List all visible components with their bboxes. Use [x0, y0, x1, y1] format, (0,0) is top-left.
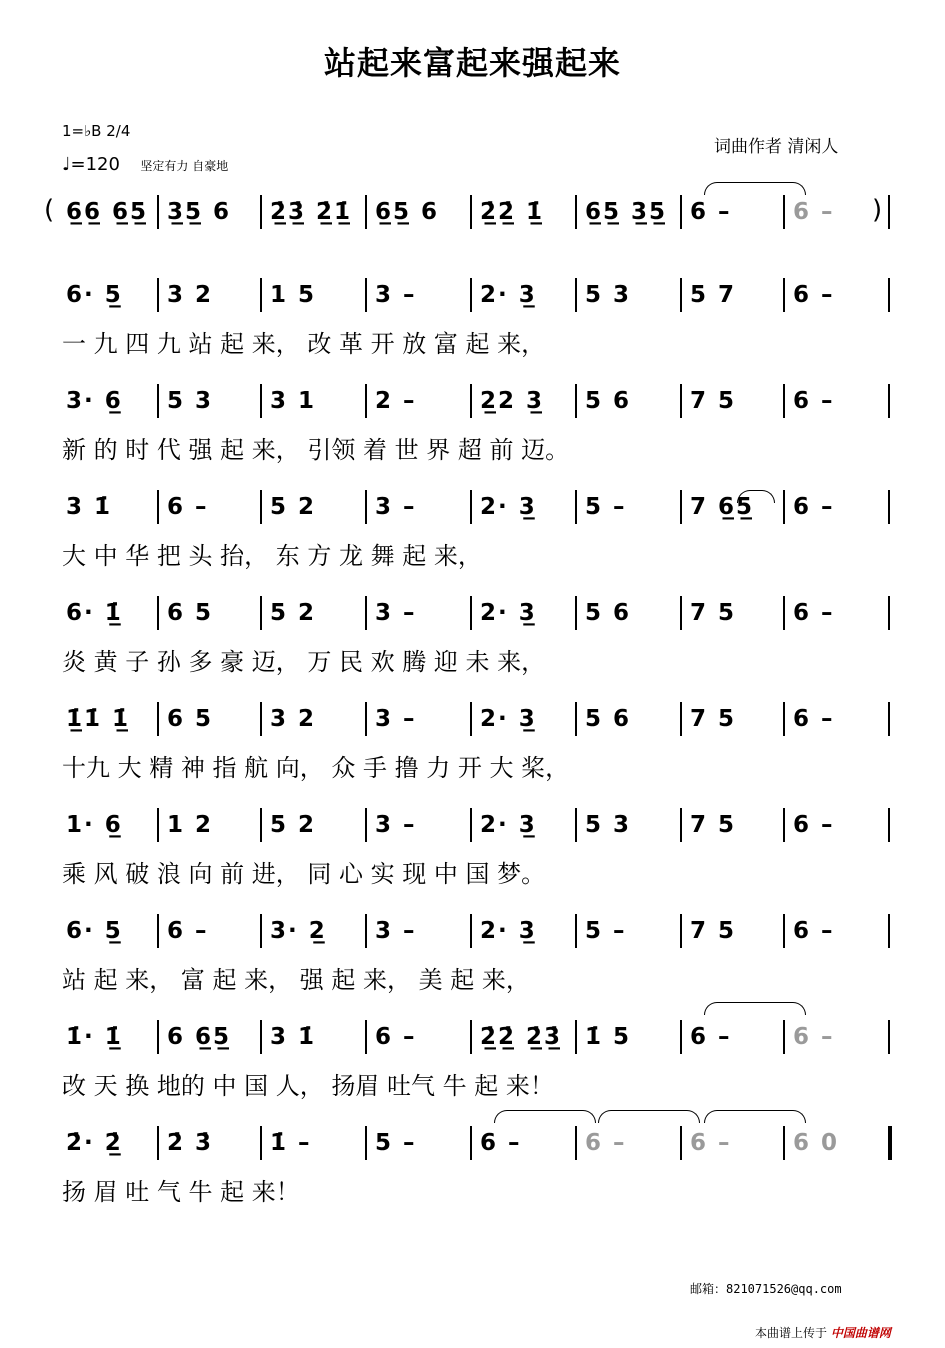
measure: 6̲5̲ 3̲5̲ [585, 199, 668, 225]
tempo-marking [62, 154, 228, 175]
bar-line [365, 490, 367, 524]
notation-line [0, 702, 945, 738]
measure: 3 2 [270, 706, 317, 732]
measure: 3 – [375, 706, 417, 732]
bar-line [470, 490, 472, 524]
score-row-8 [0, 1020, 945, 1100]
bar-line [365, 596, 367, 630]
notation-line [0, 1020, 945, 1056]
measure: 6 – [167, 494, 209, 520]
measure: 6 – [793, 706, 835, 732]
measure: 2· 3̲ [480, 812, 537, 838]
measure: 6 – [793, 600, 835, 626]
bar-line [575, 808, 577, 842]
bar-line [575, 1126, 577, 1160]
measure: 5 2 [270, 812, 317, 838]
bar-line [888, 1020, 890, 1054]
measure: 5 – [585, 494, 627, 520]
measure: 3̲5̲ 6 [167, 199, 232, 225]
measure: 6 – [793, 494, 835, 520]
measure: 7 5 [690, 600, 737, 626]
notation-line [0, 278, 945, 314]
upload-footer [755, 1324, 891, 1341]
measure: 3 – [375, 600, 417, 626]
bar-line [365, 278, 367, 312]
measure: 1· 6̲ [66, 812, 123, 838]
measure: 6 5 [167, 600, 214, 626]
measure: 7 6̲5̲ [690, 494, 755, 520]
notation-line [0, 384, 945, 420]
measure: 6 – [793, 812, 835, 838]
bar-line [888, 702, 890, 736]
bar-line [888, 1126, 892, 1160]
tie-arc [704, 182, 806, 195]
bar-line [260, 596, 262, 630]
measure: 1̲̇1̇ 1̲̇ [66, 706, 131, 732]
measure: 5 3 [585, 812, 632, 838]
bar-line [783, 1126, 785, 1160]
lyric-line: 一 九 四 九 站 起 来， 改 革 开 放 富 起 来， [62, 330, 546, 358]
measure: 6 – [793, 282, 835, 308]
bar-line [260, 278, 262, 312]
score-row-6 [0, 808, 945, 888]
measure: 1 5 [270, 282, 317, 308]
tie-arc [494, 1110, 596, 1123]
measure: 3 – [375, 494, 417, 520]
measure: 5 2 [270, 600, 317, 626]
bar-line [260, 384, 262, 418]
bar-line [783, 596, 785, 630]
measure: 6 – [793, 918, 835, 944]
bar-line [783, 702, 785, 736]
bar-line [470, 1020, 472, 1054]
bar-line [157, 808, 159, 842]
measure: 3 2 [167, 282, 214, 308]
bar-line [470, 596, 472, 630]
measure: 6 – [480, 1130, 522, 1156]
measure: 6 6̲5̲ [167, 1024, 232, 1050]
bar-line [575, 195, 577, 229]
bar-line [680, 702, 682, 736]
bar-line [680, 596, 682, 630]
bar-line [470, 384, 472, 418]
lyric-line: 大 中 华 把 头 抬， 东 方 龙 舞 起 来， [62, 542, 482, 570]
notation-line [0, 596, 945, 632]
bar-line [470, 808, 472, 842]
measure: 2· 3̲ [480, 918, 537, 944]
lyric-line: 炎 黄 子 孙 多 豪 迈， 万 民 欢 腾 迎 未 来， [62, 648, 546, 676]
bar-line [365, 1020, 367, 1054]
notation-line [0, 1126, 945, 1162]
score-row-4 [0, 596, 945, 676]
measure: 6 – [585, 1130, 627, 1156]
measure: 3 – [375, 918, 417, 944]
measure: 7 5 [690, 918, 737, 944]
measure: 1̇ – [270, 1130, 312, 1156]
measure: 6 – [167, 918, 209, 944]
score-row-2 [0, 384, 945, 464]
bar-line [575, 914, 577, 948]
measure: 6 – [793, 388, 835, 414]
measure: 5 – [585, 918, 627, 944]
bar-line [260, 808, 262, 842]
bar-line [260, 1126, 262, 1160]
site-logo: 中国曲谱网 [830, 1326, 891, 1340]
measure: 6 – [793, 1024, 835, 1050]
measure: 1̇ 5 [585, 1024, 632, 1050]
measure: 6 – [690, 1024, 732, 1050]
bar-line [157, 1020, 159, 1054]
measure: 1 2 [167, 812, 214, 838]
measure: 2· 3̲ [480, 282, 537, 308]
measure: 2̇ 3̇ [167, 1130, 214, 1156]
upload-note: 本曲谱上传于 [755, 1326, 828, 1340]
score-row-7 [0, 914, 945, 994]
bar-line [575, 384, 577, 418]
open-paren: ( [44, 195, 55, 225]
measure: 2· 3̲ [480, 706, 537, 732]
measure: 6 – [690, 1130, 732, 1156]
bar-line [365, 195, 367, 229]
bar-line [888, 596, 890, 630]
measure: 7 5 [690, 388, 737, 414]
notation-line [0, 808, 945, 844]
tie-arc [704, 1110, 806, 1123]
key-signature: 1=♭B 2/4 [62, 122, 131, 140]
measure: 2 – [375, 388, 417, 414]
song-title: 站起来富起来强起来 [323, 44, 621, 82]
contact-email: 邮箱：821071526@qq.com [690, 1282, 842, 1296]
bar-line [157, 490, 159, 524]
bar-line [783, 914, 785, 948]
bar-line [365, 702, 367, 736]
measure: 7 5 [690, 812, 737, 838]
measure: 2̲̇3̲̇ 2̲̇1̲̇ [270, 199, 353, 225]
score-row-5 [0, 702, 945, 782]
bar-line [470, 278, 472, 312]
bar-line [575, 490, 577, 524]
bar-line [783, 278, 785, 312]
notation-line [0, 490, 945, 526]
bar-line [157, 195, 159, 229]
bar-line [575, 278, 577, 312]
bar-line [365, 808, 367, 842]
measure: 6· 5̲ [66, 282, 123, 308]
bar-line [260, 195, 262, 229]
bar-line [470, 1126, 472, 1160]
measure: 3 – [375, 812, 417, 838]
bar-line [680, 914, 682, 948]
bar-line [157, 914, 159, 948]
bar-line [680, 195, 682, 229]
lyric-line: 改 天 换 地的 中 国 人， 扬眉 吐气 牛 起 来！ [62, 1072, 554, 1100]
author-credit: 词曲作者 清闲人 [714, 137, 839, 157]
bar-line [888, 914, 890, 948]
bar-line [260, 702, 262, 736]
measure: 1̇· 1̲̇ [66, 1024, 123, 1050]
measure: 2· 3̲ [480, 600, 537, 626]
measure: 3 1 [270, 388, 317, 414]
score-row-3 [0, 490, 945, 570]
intro-row [0, 195, 945, 255]
bar-line [888, 278, 890, 312]
measure: 5 6 [585, 600, 632, 626]
measure: 2· 3̲ [480, 494, 537, 520]
bar-line [783, 384, 785, 418]
bar-line [888, 195, 890, 229]
bar-line [157, 278, 159, 312]
bar-line [365, 1126, 367, 1160]
lyric-line: 扬 眉 吐 气 牛 起 来！ [62, 1178, 300, 1206]
measure: 2̲2 3̲ [480, 388, 545, 414]
bar-line [680, 808, 682, 842]
bar-line [157, 596, 159, 630]
bar-line [575, 1020, 577, 1054]
measure: 6 – [690, 199, 732, 225]
measure: 5 2 [270, 494, 317, 520]
measure: 6 5 [167, 706, 214, 732]
measure: 5 – [375, 1130, 417, 1156]
bar-line [888, 490, 890, 524]
measure: 3· 6̲ [66, 388, 123, 414]
measure: 3 – [375, 282, 417, 308]
expression-marking: 坚定有力 自豪地 [140, 159, 229, 173]
bar-line [157, 384, 159, 418]
bar-line [680, 384, 682, 418]
bar-line [260, 1020, 262, 1054]
bar-line [783, 1020, 785, 1054]
measure: 2̇· 2̲̇ [66, 1130, 123, 1156]
tempo-value: ♩=120 [62, 154, 120, 175]
measure: 3 1̇ [270, 1024, 317, 1050]
measure: 6 – [793, 199, 835, 225]
bar-line [470, 195, 472, 229]
measure: 6· 1̲̇ [66, 600, 123, 626]
bar-line [680, 278, 682, 312]
bar-line [470, 702, 472, 736]
tie-arc [737, 490, 775, 503]
measure: 3 1̇ [66, 494, 113, 520]
bar-line [680, 490, 682, 524]
bar-line [157, 702, 159, 736]
measure: 6̲6̲ 6̲5̲ [66, 199, 149, 225]
lyric-line: 乘 风 破 浪 向 前 进， 同 心 实 现 中 国 梦。 [62, 860, 546, 888]
close-paren: ) [872, 195, 883, 225]
measure: 3· 2̲ [270, 918, 327, 944]
bar-line [888, 384, 890, 418]
lyric-line: 十九 大 精 神 指 航 向， 众 手 撸 力 开 大 桨， [62, 754, 570, 782]
measure: 5 7 [690, 282, 737, 308]
measure: 5 6 [585, 388, 632, 414]
score-row-9 [0, 1126, 945, 1206]
tie-arc [704, 1002, 806, 1015]
score-row-1 [0, 278, 945, 358]
tie-arc [598, 1110, 700, 1123]
measure: 5 6 [585, 706, 632, 732]
bar-line [783, 195, 785, 229]
bar-line [365, 914, 367, 948]
bar-line [157, 1126, 159, 1160]
bar-line [575, 702, 577, 736]
measure: 5 3 [585, 282, 632, 308]
bar-line [680, 1020, 682, 1054]
bar-line [575, 596, 577, 630]
bar-line [470, 914, 472, 948]
measure: 2̲̇2̲̇ 2̲̇3̲̇ [480, 1024, 563, 1050]
notation-line [0, 195, 945, 231]
bar-line [680, 1126, 682, 1160]
measure: 6· 5̲ [66, 918, 123, 944]
measure: 6̲5̲ 6 [375, 199, 440, 225]
bar-line [783, 490, 785, 524]
bar-line [365, 384, 367, 418]
notation-line [0, 914, 945, 950]
bar-line [260, 490, 262, 524]
measure: 6 – [375, 1024, 417, 1050]
measure: 2̲̇2̲̇ 1̲̇ [480, 199, 545, 225]
measure: 7 5 [690, 706, 737, 732]
bar-line [783, 808, 785, 842]
bar-line [260, 914, 262, 948]
measure: 6 0 [793, 1130, 840, 1156]
measure: 5 3 [167, 388, 214, 414]
lyric-line: 站 起 来， 富 起 来， 强 起 来， 美 起 来， [62, 966, 530, 994]
bar-line [888, 808, 890, 842]
lyric-line: 新 的 时 代 强 起 来， 引领 着 世 界 超 前 迈。 [62, 436, 570, 464]
